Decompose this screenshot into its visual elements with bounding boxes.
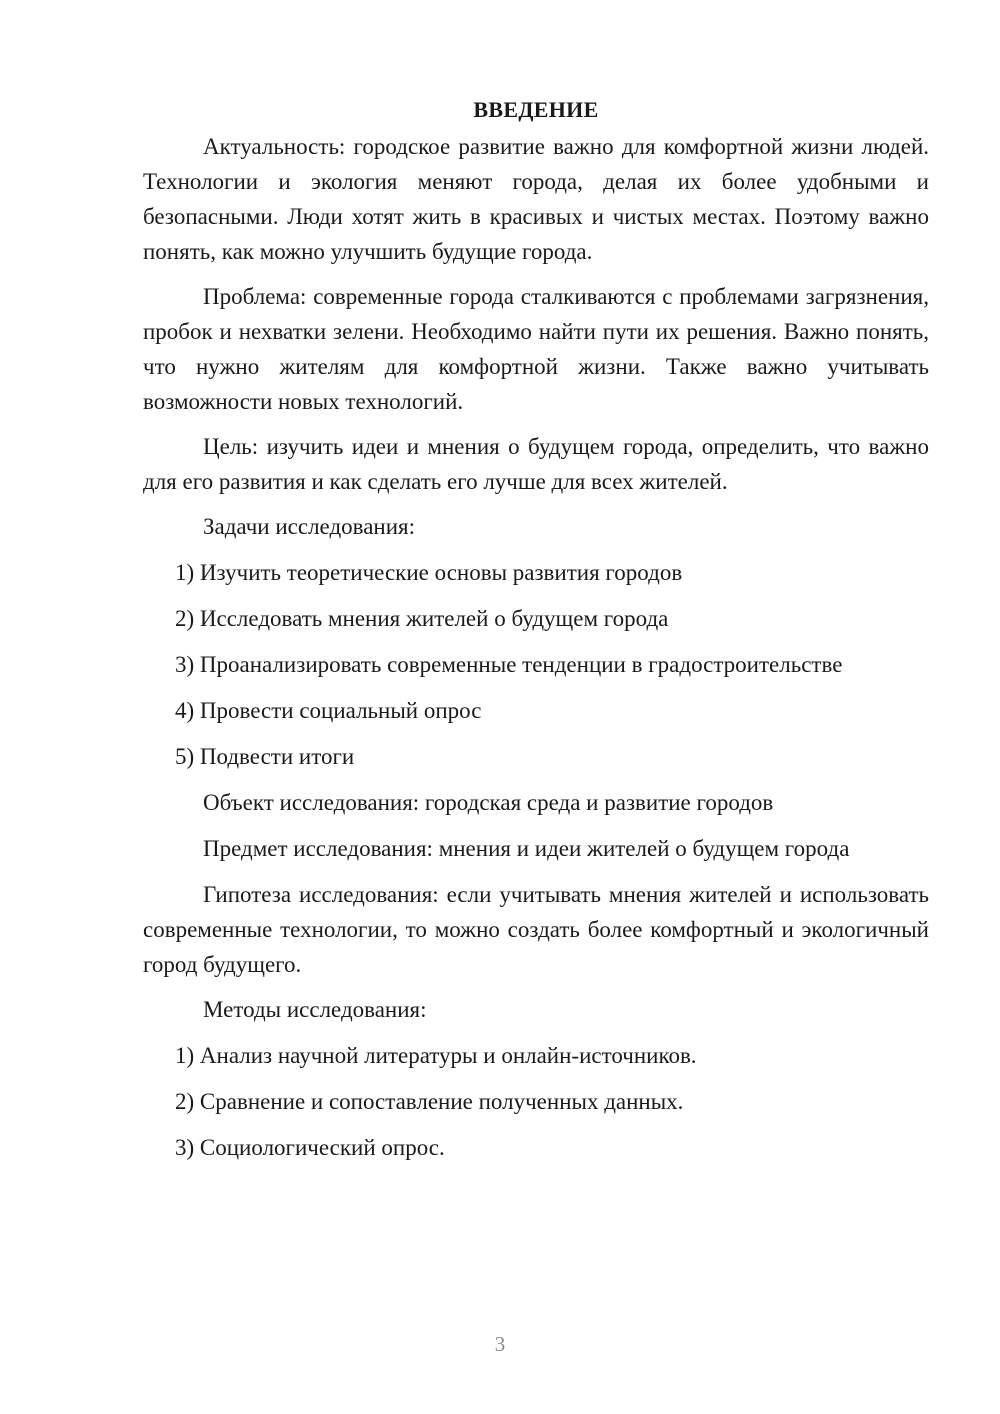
object-paragraph: Объект исследования: городская среда и развитие городов bbox=[203, 790, 774, 815]
subject-paragraph: Предмет исследования: мнения и идеи жителей о будущем города bbox=[203, 836, 850, 861]
tasks-heading: Задачи исследования: bbox=[203, 514, 416, 539]
tasks-list bbox=[143, 555, 929, 774]
list-item: 1) Изучить теоретические основы развития городов bbox=[175, 560, 683, 585]
relevance-paragraph: Актуальность: городское развитие важно для комфортной жизни людей. Технологии и экология меняют города, делая их более удобными и безопасными. Люди хотят жить в красивых и чистых местах. Поэтому важно понять, как можно улучшить будущие города. bbox=[143, 134, 929, 264]
list-item: 4) Провести социальный опрос bbox=[175, 698, 482, 723]
list-item: 5) Подвести итоги bbox=[175, 744, 355, 769]
page-number: 3 bbox=[494, 1332, 506, 1356]
problem-paragraph: Проблема: современные города сталкиваются с проблемами загрязнения, пробок и нехватки зелени. Необходимо найти пути их решения. Важно понять, что нужно жителям для комфортной жизни. Также важно учитывать возможности новых технологий. bbox=[143, 284, 929, 414]
page-content bbox=[143, 92, 929, 1176]
list-item: 1) Анализ научной литературы и онлайн-источников. bbox=[175, 1043, 697, 1068]
goal-paragraph: Цель: изучить идеи и мнения о будущем города, определить, что важно для его развития и как сделать его лучше для всех жителей. bbox=[143, 434, 929, 494]
list-item: 3) Проанализировать современные тенденции в градостроительстве bbox=[175, 652, 843, 677]
methods-heading: Методы исследования: bbox=[203, 997, 427, 1022]
page-title: ВВЕДЕНИЕ bbox=[473, 97, 599, 122]
list-item: 3) Социологический опрос. bbox=[175, 1135, 445, 1160]
list-item: 2) Исследовать мнения жителей о будущем города bbox=[175, 606, 669, 631]
methods-list bbox=[143, 1038, 929, 1165]
hypothesis-paragraph: Гипотеза исследования: если учитывать мнения жителей и использовать современные технологии, то можно создать более комфортный и экологичный город будущего. bbox=[143, 882, 929, 977]
list-item: 2) Сравнение и сопоставление полученных данных. bbox=[175, 1089, 684, 1114]
